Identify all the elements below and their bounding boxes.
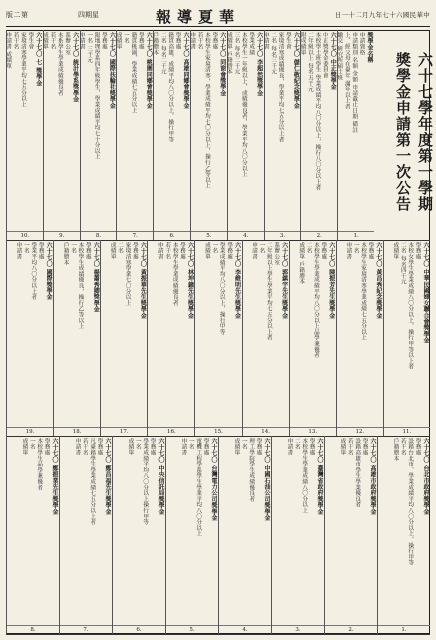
award-band-2 [6,240,430,437]
announcement-line-1: 六十七學年度第一學期 [416,52,434,212]
award-eligibility: 本系學生學業成績優良者 [56,32,63,96]
column-number: 8. [7,625,59,633]
award-column-body [168,438,216,620]
award-quota: 一名 [211,242,218,254]
announcement-title [380,52,432,252]
award-name: 六十七〇 李維明先生獎學金 [233,242,241,319]
award-name: 六十七〇 國際扶輪社獎學金 [108,32,116,109]
award-eligibility: 學業成績平均八〇分以上，操行甲等 [218,242,225,335]
column-number: 13. [290,427,336,435]
award-administrator: 系辦公室 [273,242,280,266]
award-column-body [336,32,373,226]
award-quota: 二名 [293,438,300,450]
award-administrator: 學務處 [202,438,209,456]
award-quota: 上、經父母在臺年 滿年以上者 [343,32,350,110]
award-column-body [221,438,269,620]
award-documents: 申請書 [15,242,22,260]
award-quota: 一名 [258,242,265,254]
award-eligibility: 本校學生品學兼優者 [36,438,43,491]
award-column [80,30,117,240]
award-eligibility: 申請類別 名額 金額 申請截止日期 備註 [351,32,358,133]
award-name: 六十七〇 李超然獎學金 [255,32,263,97]
award-documents: 申請書 [156,242,163,260]
award-quota: 若干名 [196,32,203,50]
award-band-3 [6,436,430,635]
award-column-body [189,32,226,226]
award-documents: 成績單 [21,438,28,456]
award-column [377,436,430,634]
award-name: 六十七〇 陳振芳先生獎學金 [327,242,335,319]
award-administrator: 學生會 [27,32,34,50]
award-quota: 若干名 [49,32,56,50]
award-name: 六十七〇 中央信託局獎學金 [157,438,164,515]
award-column-body [115,438,163,620]
award-name: 六十七〇 中正獎學金 [329,32,337,91]
award-name: 六十七〇 儲仁敬紀念獎學金 [292,32,300,109]
award-name: 六十七〇 桃園同鄉會獎學金 [145,32,153,109]
award-administrator: 學務處 [37,242,44,260]
award-documents: 成績單 [339,438,346,456]
award-eligibility: 電機工程學系學生學業平均八〇分以上 [195,438,202,537]
award-documents: 戶籍謄本 [152,32,159,56]
award-quota: 二名 每名二千元 [159,32,166,75]
award-documents: 成績單 [115,32,122,50]
award-quota: 一名 [22,242,29,254]
award-eligibility: 家境清寒成績優良，學業平均七五分以上者 [277,32,284,143]
award-name: 六十七〇 臺灣省政府獎學金 [316,438,323,515]
award-eligibility: 學業平均八〇分以上者 [30,242,37,300]
column-number: 3. [272,625,324,633]
award-quota: 一名 [352,242,359,254]
award-administrator: 中正獎學金委員會 [321,32,328,79]
award-name: 獎學金名稱 [365,32,373,63]
award-documents: 申請書 [78,32,85,50]
award-name: 六十七〇 林坤鐘先生獎學金 [186,242,194,319]
newspaper-title: 報導夏華 [156,8,241,26]
column-number: 17. [101,427,147,435]
award-quota: 二名 每名四千元 [399,242,406,285]
award-column-body [9,438,57,620]
award-column-body [339,242,381,422]
award-documents: 申請書 [251,242,258,260]
award-column [59,436,112,634]
award-administrator: 學務處 [100,32,107,50]
award-column-body [262,32,300,226]
award-eligibility: 籍貫高雄，成績平均八〇分以上，操行甲等 [167,32,174,143]
award-column-body [62,438,110,620]
column-number: 18. [54,427,100,435]
award-column [153,30,190,240]
award-column [336,240,383,436]
award-documents: 成績單 [392,242,399,260]
award-column [43,30,80,240]
column-number: 3. [265,231,301,239]
award-documents: 申請書 [262,32,269,50]
award-documents: 申請書 [189,32,196,50]
award-documents: 成績單 [41,32,48,50]
award-name: 六十七〇 高雄同鄉會獎學金 [181,32,189,109]
column-number: 19. [7,427,53,435]
column-number: 5. [166,625,218,633]
column-number: 7. [117,231,153,239]
column-number: 7. [60,625,112,633]
award-column-body [225,32,263,226]
award-quota: 二名 [305,242,312,254]
award-quota: 一名 [134,438,141,450]
award-column [147,240,194,436]
award-documents: 申請書 成績單 [5,32,12,69]
masthead [6,6,430,27]
column-number: 4. [228,231,264,239]
award-name: 六十七〇 黃昌秀紀念獎學金 [374,242,382,319]
award-name: 六十七〇 黃振華先生獎學金 [139,242,147,319]
column-number: 9. [44,231,80,239]
column-number: 2. [301,231,337,239]
award-administrator: 學業成績 [248,32,255,56]
award-quota: 二名 每名三千元 [270,32,277,75]
award-eligibility: 家境清寒學業七〇分以上 [124,242,131,306]
award-quota: 二年級以上 每名五千元 [306,32,313,92]
award-documents: 成績單 [127,438,134,456]
award-name: 六十七〇 台灣電力公司獎學金 [210,438,217,521]
award-column-body [56,242,98,422]
award-documents: 申請書 [180,438,187,456]
award-column-body [103,242,145,422]
award-documents: 申請書 [286,438,293,456]
award-eligibility: 本校學生家境清寒學業成績七五分以上 [360,242,367,341]
award-column-body [274,438,322,620]
award-documents: 申請書 [345,242,352,260]
award-column-body [78,32,116,226]
award-eligibility: 籍貫桃園，學業成績七五分以上 [130,32,137,114]
award-administrator: 學務處 [84,242,91,260]
column-number: 15. [195,427,241,435]
award-column-body [9,242,51,422]
award-quota: 一名 [70,242,76,254]
award-column [112,436,165,634]
award-administrator: 學務處 [179,242,186,260]
award-column [337,30,374,240]
award-quota: 若干名 [399,438,406,456]
column-number: 12. [337,427,383,435]
award-quota: 一名 [122,32,129,44]
award-name: 六十七〇 台北市政府獎學金 [422,438,429,515]
award-name: 六十七〇 統計學系獎學金 [71,32,79,103]
award-quota: 若干名 [81,438,88,456]
award-administrator: 學務處 [367,242,374,260]
award-column-body [386,242,428,422]
award-quota: 一名 [187,438,194,450]
award-column-body [327,438,375,620]
award-administrator: 學務處 [96,438,103,456]
award-administrator: 申請資格 [358,32,365,56]
award-eligibility: 限地理學系四年級學生，學業成績平均七十分以上 [93,32,100,160]
award-column-body [245,242,287,422]
award-column-body [5,32,42,226]
award-name: 六十七〇 中國石油公司獎學金 [263,438,270,521]
award-column [218,436,271,634]
award-eligibility: 理工學院學生成績優良者 [248,438,255,502]
award-administrator: 學務處 [255,438,262,456]
award-column-body [152,32,189,226]
award-column [6,436,59,634]
award-column-body [299,32,337,226]
award-eligibility: 本校學生一年級以上，成績優良者，學業平均八〇分以上 [240,32,247,177]
award-eligibility: 學業成績平均八〇分以上操行甲等 [142,438,149,525]
award-column [383,240,430,436]
award-administrator: 系辦公室 [64,32,71,56]
award-column [190,30,227,240]
award-column [6,30,43,240]
column-number: 10. [7,231,43,239]
column-number: 4. [219,625,271,633]
award-column-body [292,242,334,422]
award-administrator: 學務處 [43,438,50,456]
award-administrator: 學務處 [137,32,144,50]
award-column [242,240,289,436]
edition-label: 版二第 [6,11,29,19]
column-number: 8. [81,231,117,239]
award-documents: 戶籍謄本 [392,438,399,462]
award-column-body [150,242,192,422]
award-name: 六十七〇 七 獎學金 [34,32,42,87]
award-name: 六十七〇 郭鎮宇先生獎學金 [280,242,288,319]
award-eligibility: 本校學生學業成績平均八〇分以上品學兼優者 [312,242,319,358]
award-column [324,436,377,634]
award-column [100,240,147,436]
award-documents: 成績單 [203,242,210,260]
column-number: 6. [113,625,165,633]
award-band-1 [5,30,434,241]
award-column [227,30,264,240]
award-column [300,30,337,240]
weekday-label: 四期星 [78,11,99,19]
award-documents: 成績單 [109,242,116,260]
award-column [264,30,301,240]
award-documents: 成績單 戶籍謄本 [225,32,232,75]
award-administrator: 學務處 [320,242,327,260]
award-column [194,240,241,436]
award-documents: 成績單 [233,438,240,456]
award-administrator: 學務處 [414,438,421,456]
award-eligibility: 本校學生學業成績八〇分以上 [301,438,308,514]
award-administrator: 學務處 [174,32,181,50]
award-documents: 繳交 研究所碩士班 [336,32,343,81]
award-column [271,436,324,634]
column-number: 2. [325,625,377,633]
award-administrator: 學務處 [149,438,156,456]
column-number: 11. [384,427,430,435]
award-administrator: 學務處 [308,438,315,456]
award-eligibility: 本校學生學業成績優良者 [171,242,178,306]
award-column-body [115,32,153,226]
issue-date: 日一十二月九年七十六國民華中 [334,11,430,19]
award-quota: 一名 [28,438,35,450]
column-number: 6. [154,231,190,239]
column-number: 16. [148,427,194,435]
award-quota: 二名 [117,242,124,254]
award-name: 六十七〇 楊蕭秀卿獎學金 [92,242,100,313]
award-name: 六十七〇 鄭振業先生獎學金 [51,438,58,515]
award-quota: 三名 每名二千元 [233,32,240,75]
award-eligibility: 本校學士班學生 學業成績平均八〇分以上，操行八〇分以上者 [314,32,321,191]
column-number: 1. [378,625,430,633]
award-administrator: 學務處 [131,242,138,260]
award-column [165,436,218,634]
award-documents: 戶籍謄本 [62,242,69,266]
column-number: 14. [243,427,289,435]
column-number: 1. [338,231,374,239]
award-eligibility: 二年級以上學生學業平均七五分以上者 [265,242,272,341]
award-quota: 若干名 [164,242,171,260]
award-documents: 申請書 [74,438,81,456]
award-quota: 若干名 [12,32,19,50]
award-column [289,240,336,436]
award-eligibility: 本校學生成績優良，操行乙等以上 [77,242,84,329]
award-name: 六十七〇 鄭昌福先生獎學金 [104,438,111,515]
award-column-body [380,438,428,620]
award-administrator: 學務處 [226,242,233,260]
award-column [116,30,153,240]
award-administrator: 學務處 [414,242,421,260]
award-administrator: 學務處 [211,32,218,50]
award-eligibility: 設籍高雄市學生學業優良者 [354,438,361,508]
award-quota: 一名 [240,438,247,450]
award-column-body [41,32,79,226]
announcement-line-2: 獎學金申請第一次公告 [394,52,412,212]
award-name: 六十七〇 高雄市政府獎學金 [369,438,376,515]
award-quota: 若干名 [346,438,353,456]
award-column [6,240,53,436]
column-number: 5. [191,231,227,239]
award-name: 六十七〇 同窗會獎學金 [218,32,226,97]
award-name: 六十七〇 中華民國婦女聯合會獎學金 [421,242,429,344]
award-eligibility: 凡臺籍學生學業成績七五分以上者 [89,438,96,525]
award-column-body [197,242,239,422]
award-eligibility: 本校女學生學業成績八〇分以上，操行甲等以上者 [407,242,414,370]
award-administrator: 學生會 [284,32,291,50]
award-eligibility: 設籍台北市，學業成績平均八〇分以上，操行甲等 [407,438,414,566]
award-quota: 一名 三千元 [86,32,93,63]
award-name: 六十七〇 國際獎學金 [45,242,53,301]
award-documents: 附成績單 [299,32,306,56]
award-administrator: 學務處 [361,438,368,456]
award-documents: 成績單 戶籍謄本 [298,242,305,285]
award-column [53,240,100,436]
award-eligibility: 家境清寒學業平均七五分以上 [19,32,26,108]
award-eligibility: 本校學生家境清寒，學業成績平均七〇分以上，操行乙等以上 [203,32,210,189]
